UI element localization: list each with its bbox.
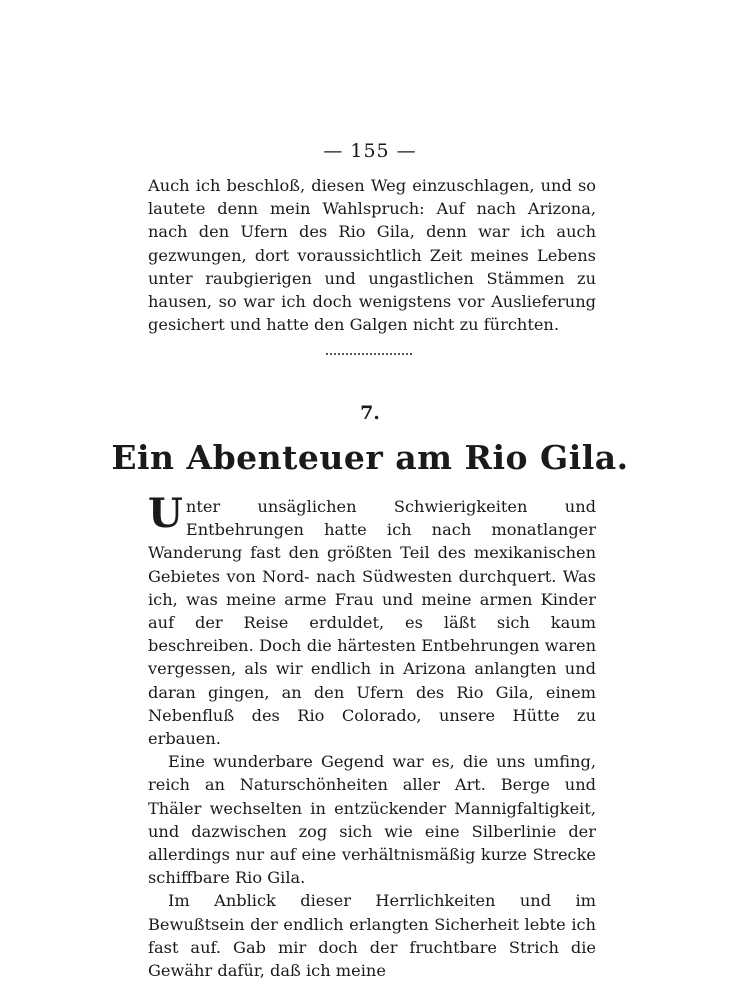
drop-cap: U [148, 490, 183, 537]
chapter-body [148, 490, 596, 982]
paragraph-second: Eine wunderbare Gegend war es, die uns umfing, reich an Naturschönheiten aller Art. Berge und Thäler wechselten in entzückender Mannigfaltigkeit, und dazwischen zog sich wie eine Silberlinie der allerdings nur auf eine verhältnismäßig kurze Strecke schiffbare Rio Gila. [148, 752, 596, 888]
chapter-title: Ein Abenteuer am Rio Gila. [111, 438, 629, 477]
section-separator [326, 353, 412, 355]
paragraph-first-text: nter unsäglichen Schwierigkeiten und Entbehrungen hatte ich nach monatlanger Wanderung fast den größten Teil des mexikanischen Gebietes von Nord- nach Südwesten durchquert. Was ich, was meine arme Frau und meine armen Kinder auf der Reise erduldet, es läßt sich kaum beschreiben. Doch die härtesten Entbehrungen waren vergessen, als wir endlich in Arizona anlangten und daran gingen, an den Ufern des Rio Gila, einem Nebenfluß des Rio Colorado, unsere Hütte zu erbauen. [148, 497, 596, 749]
chapter-number: 7. [360, 402, 380, 424]
previous-chapter-closing-paragraph [148, 174, 596, 336]
paragraph-first [148, 490, 596, 750]
page-number: — 155 — [323, 140, 417, 162]
paragraph: Auch ich beschloß, diesen Weg einzuschlagen, und so lautete denn mein Wahlspruch: Auf nach Arizona, nach den Ufern des Rio Gila, denn war ich auch gezwungen, dort voraussichtlich Zeit meines Lebens unter raubgierigen und ungastlichen Stämmen zu hausen, so war ich doch wenigstens vor Auslieferung gesichert und hatte den Galgen nicht zu fürchten. [148, 176, 596, 335]
paragraph-third: Im Anblick dieser Herrlichkeiten und im Bewußtsein der endlich erlangten Sicherheit lebte ich fast auf. Gab mir doch der fruchtbare Strich die Gewähr dafür, daß ich meine [148, 891, 596, 981]
